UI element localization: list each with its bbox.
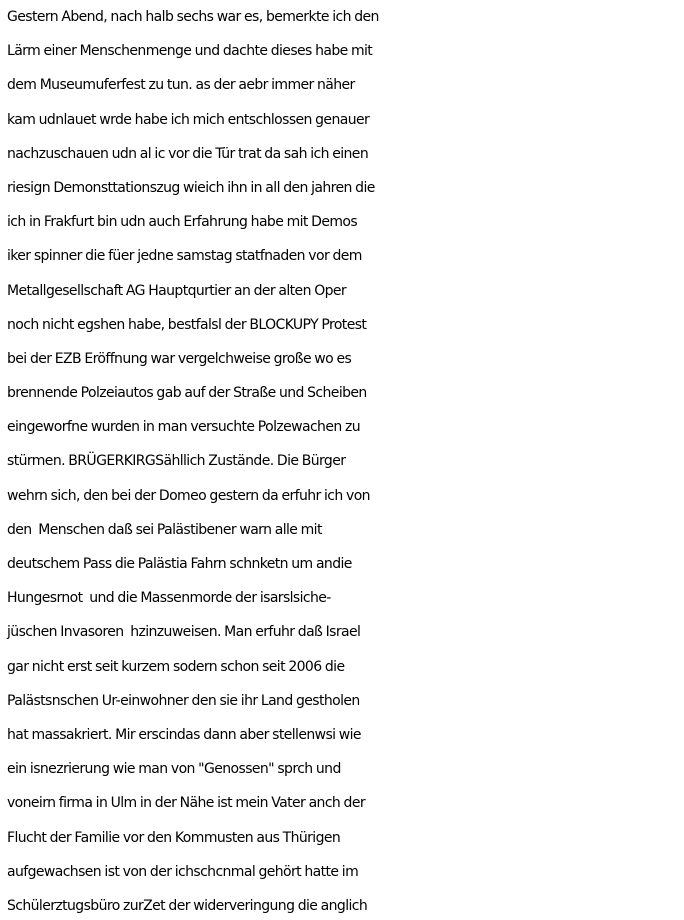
text-line-12: brennende Polzeiautos gab auf der Straße und Scheiben bbox=[7, 385, 367, 402]
text-line-7: ich in Frakfurt bin udn auch Erfahrung habe mit Demos bbox=[7, 214, 358, 231]
text-line-16: den Menschen daß sei Palästibener warn alle mit bbox=[7, 521, 322, 538]
text-line-18: Hungesrnot und die Massenmorde der isarslsiche- bbox=[7, 590, 331, 607]
text-line-15: wehrn sich, den bei der Domeo gestern da erfuhr ich von bbox=[7, 487, 370, 504]
text-line-19: jüschen Invasoren hzinzuweisen. Man erfuhr daß Israel bbox=[7, 624, 361, 641]
text-line-24: voneirn firma in Ulm in der Nähe ist mein Vater anch der bbox=[7, 795, 365, 812]
text-line-1: Gestern Abend, nach halb sechs war es, bemerkte ich den bbox=[7, 9, 379, 25]
text-line-25: Flucht der Familie vor den Kommusten aus Thürigen bbox=[7, 829, 341, 846]
text-line-23: ein isnezrierung wie man von "Genossen" sprch und bbox=[7, 761, 341, 778]
body-text bbox=[7, 0, 683, 920]
text-line-13: eingeworfne wurden in man versuchte Polzewachen zu bbox=[7, 419, 360, 436]
text-line-14: stürmen. BRÜGERKIRGSähllich Zustände. Die Bürger bbox=[7, 453, 346, 470]
text-line-4: kam udnlauet wrde habe ich mich entschlossen genauer bbox=[7, 111, 370, 128]
text-line-10: noch nicht egshen habe, bestfalsl der BLOCKUPY Protest bbox=[7, 316, 367, 333]
text-line-5: nachzuschauen udn al ic vor die Tür trat da sah ich einen bbox=[7, 145, 369, 162]
text-line-9: Metallgesellschaft AG Hauptqurtier an der alten Oper bbox=[7, 282, 347, 299]
text-line-27: Schülerztugsbüro zurZet der widerveringung die anglich bbox=[7, 897, 368, 914]
text-line-8: iker spinner die füer jedne samstag statfnaden vor dem bbox=[7, 248, 362, 265]
text-line-3: dem Museumuferfest zu tun. as der aebr immer näher bbox=[7, 77, 355, 94]
text-line-17: deutschem Pass die Palästia Fahrn schnketn um andie bbox=[7, 556, 352, 572]
text-line-26: aufgewachsen ist von der ichschcnmal gehört hatte im bbox=[7, 863, 359, 880]
text-line-2: Lärm einer Menschenmenge und dachte dieses habe mit bbox=[7, 43, 373, 60]
text-line-11: bei der EZB Eröffnung war vergelchweise große wo es bbox=[7, 350, 352, 367]
text-line-21: Palästsnschen Ur-einwohner den sie ihr Land gestholen bbox=[7, 692, 360, 709]
text-line-20: gar nicht erst seit kurzem sodern schon seit 2006 die bbox=[7, 658, 345, 675]
text-line-22: hat massakriert. Mir erscindas dann aber stellenwsi wie bbox=[7, 726, 361, 743]
text-line-6: riesign Demonsttationszug wieich ihn in all den jahren die bbox=[7, 179, 375, 196]
